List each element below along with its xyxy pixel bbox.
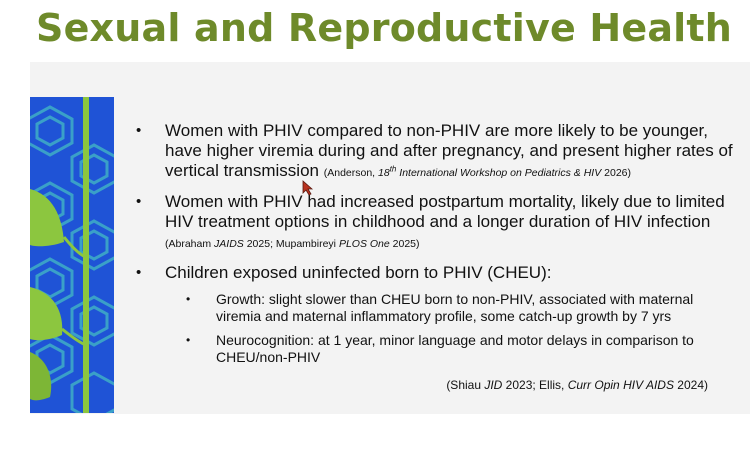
bullet-glyph: •	[136, 193, 142, 210]
sub-bullet-glyph: •	[186, 292, 191, 306]
bullet-text: Women with PHIV compared to non-PHIV are more likely to be younger, have higher viremia during and after pregnancy, and present higher rates of vertical transmission	[165, 121, 733, 180]
mouse-cursor-icon	[302, 180, 314, 196]
decorative-leaf-pattern	[30, 97, 114, 413]
references: (Shiau JID 2023; Ellis, Curr Opin HIV AIDS 2024)	[446, 378, 708, 392]
bullet-item-postpartum-mortality	[136, 192, 736, 252]
bullet-item-phiv-pregnancy	[136, 121, 736, 181]
slide-title: Sexual and Reproductive Health	[36, 6, 733, 50]
bullet-citation: (Abraham JAIDS 2025; Mupambireyi PLOS One 2025)	[165, 238, 420, 250]
sub-bullet-text: Growth: slight slower than CHEU born to non-PHIV, associated with maternal viremia and maternal inflammatory profile, some catch-up growth by 7 yrs	[216, 291, 694, 324]
sub-bullet-text: Neurocognition: at 1 year, minor language and motor delays in comparison to CHEU/non-PHIV	[216, 332, 694, 365]
bullet-glyph: •	[136, 264, 142, 281]
bullet-glyph: •	[136, 122, 142, 139]
bullet-list	[136, 121, 736, 395]
sub-bullet-growth	[136, 291, 736, 325]
sub-bullet-glyph: •	[186, 333, 191, 347]
bullet-item-cheu	[136, 263, 736, 283]
sub-bullet-neurocognition	[136, 332, 736, 366]
bullet-text: Women with PHIV had increased postpartum mortality, likely due to limited HIV treatment options in childhood and a longer duration of HIV infection	[165, 192, 725, 231]
bullet-text: Children exposed uninfected born to PHIV (CHEU):	[165, 263, 552, 282]
bullet-citation: (Anderson, 18th International Workshop on Pediatrics & HIV 2026)	[323, 164, 632, 179]
